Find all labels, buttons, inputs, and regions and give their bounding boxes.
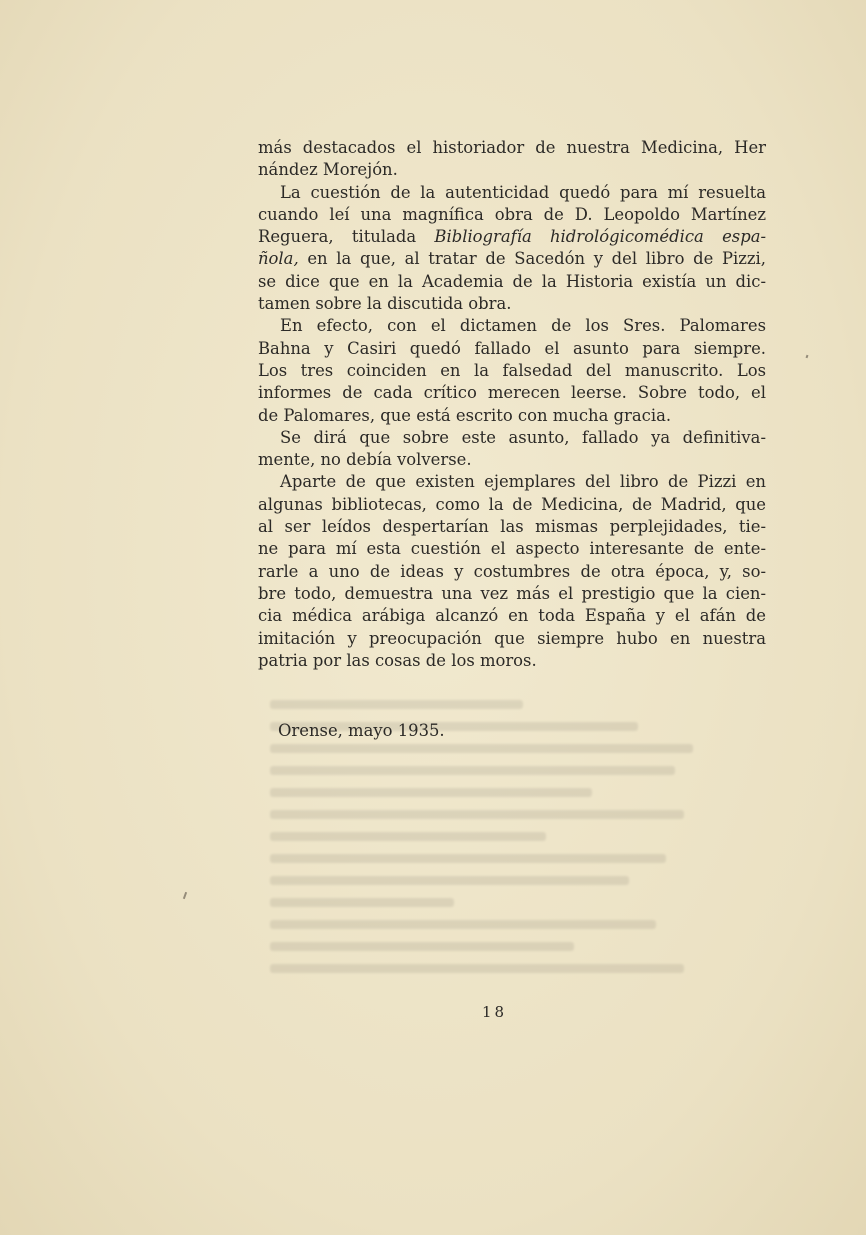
text-line: ne para mí esta cuestión el aspecto interesante de ente- <box>258 539 766 559</box>
text-line: al ser leídos despertarían las mismas perplejidades, tie- <box>258 517 766 537</box>
text-line <box>258 226 766 248</box>
text-line: rarle a uno de ideas y costumbres de otra época, y, so- <box>258 561 766 581</box>
paragraph <box>258 182 766 316</box>
text-line: En efecto, con el dictamen de los Sres. Palomares <box>280 316 766 336</box>
text-fragment: en la que, al tratar de Sacedón y del libro de Pizzi, <box>307 249 766 269</box>
text-line: Aparte de que existen ejemplares del libro de Pizzi en <box>280 472 766 492</box>
text-line: cia médica arábiga alcanzó en toda España y el afán de <box>258 606 766 626</box>
paragraph <box>258 315 766 426</box>
text-line: mente, no debía volverse. <box>258 450 472 470</box>
paragraph <box>258 137 766 182</box>
text-line: informes de cada crítico merecen leerse. Sobre todo, el <box>258 383 766 403</box>
text-line: imitación y preocupación que siempre hubo en nuestra <box>258 628 766 648</box>
text-line: nández Morejón. <box>258 160 398 180</box>
text-line: bre todo, demuestra una vez más el prestigio que la cien- <box>258 583 766 603</box>
text-line: de Palomares, que está escrito con mucha gracia. <box>258 405 672 425</box>
text-line: más destacados el historiador de nuestra Medicina, Her <box>258 138 766 157</box>
text-line: Los tres coinciden en la falsedad del manuscrito. Los <box>258 360 766 380</box>
paper-speck <box>806 355 809 359</box>
text-line: cuando leí una magnífica obra de D. Leopoldo Martínez <box>258 204 766 224</box>
book-title-end: ñola, <box>258 249 299 269</box>
text-line: Bahna y Casiri quedó fallado el asunto para siempre. <box>258 338 766 358</box>
paragraph <box>258 427 766 472</box>
text-line: Se dirá que sobre este asunto, fallado ya definitiva- <box>280 427 766 447</box>
show-through-text <box>270 700 730 1000</box>
book-title: Bibliografía hidrológicomédica espa- <box>434 227 766 247</box>
page-number: 18 <box>482 1003 508 1021</box>
text-line: se dice que en la Academia de la Historia existía un dic- <box>258 271 766 291</box>
text-line: tamen sobre la discutida obra. <box>258 294 512 314</box>
text-fragment: Reguera, titulada <box>258 227 417 247</box>
text-line <box>258 248 766 270</box>
text-line: patria por las cosas de los moros. <box>258 650 537 670</box>
text-line: algunas bibliotecas, como la de Medicina, de Madrid, que <box>258 494 766 514</box>
body-text <box>258 137 766 672</box>
text-line: La cuestión de la autenticidad quedó para mí resuelta <box>280 182 766 202</box>
signoff-place-date: Orense, mayo 1935. <box>278 721 445 740</box>
paragraph <box>258 471 766 672</box>
paper-speck <box>183 892 187 899</box>
